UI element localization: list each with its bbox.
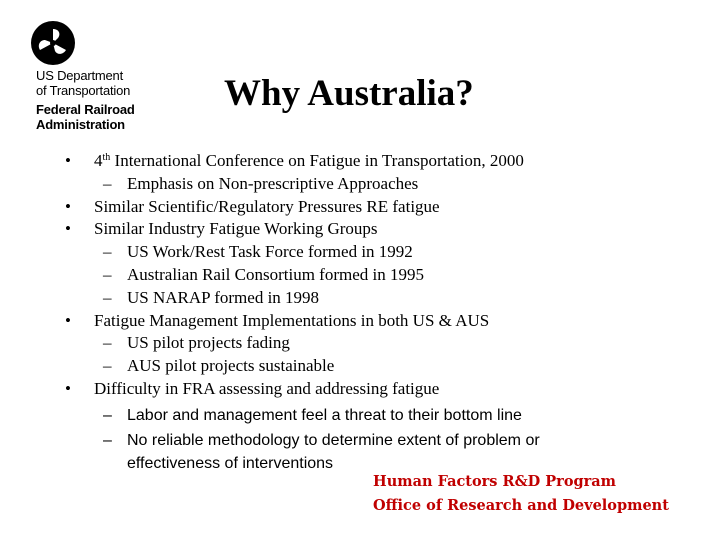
bullet-text: Similar Industry Fatigue Working Groups — [94, 219, 378, 239]
bullet-item-4 — [0, 310, 720, 333]
dash-icon: – — [103, 431, 112, 449]
dash-icon: – — [103, 406, 112, 424]
dot-triskelion-icon — [30, 20, 76, 66]
sub-item-text: US Work/Rest Task Force formed in 1992 — [127, 242, 413, 262]
bullet-item-5 — [0, 378, 720, 401]
bullet-item-3 — [0, 218, 720, 241]
dot-logo — [30, 20, 180, 132]
dash-icon: – — [103, 173, 112, 193]
bullet-icon: • — [65, 310, 71, 330]
dash-icon: – — [103, 264, 112, 284]
bullet-icon: • — [65, 196, 71, 216]
sub-item — [0, 403, 720, 428]
logo-line-1: US Department — [36, 68, 123, 83]
sub-item-text: Australian Rail Consortium formed in 1995 — [127, 264, 424, 284]
sub-item-text: US pilot projects fading — [127, 333, 290, 353]
sub-item — [0, 241, 720, 264]
footer-line-1: Human Factors R&D Program — [373, 473, 617, 490]
sub-item-text: Labor and management feel a threat to their bottom line — [127, 406, 522, 424]
bullet-item-2 — [0, 196, 720, 219]
logo-line-3: Federal Railroad — [36, 102, 135, 117]
logo-line-4: Administration — [36, 117, 125, 132]
bullet-icon: • — [65, 219, 71, 239]
dash-icon: – — [103, 242, 112, 262]
bullet-text: Difficulty in FRA assessing and addressing fatigue — [94, 378, 440, 398]
sub-item — [0, 287, 720, 310]
program-footer — [373, 470, 669, 518]
sub-item — [0, 173, 720, 196]
footer-line-2: Office of Research and Development — [373, 497, 669, 514]
bullet-list — [0, 150, 720, 475]
sub-item-text: Emphasis on Non-prescriptive Approaches — [127, 173, 419, 193]
bullet-item-1 — [0, 150, 720, 173]
sub-item-text: US NARAP formed in 1998 — [127, 287, 320, 307]
sub-item — [0, 355, 720, 378]
sub-item — [0, 264, 720, 287]
sub-item-text: AUS pilot projects sustainable — [127, 356, 335, 376]
logo-line-2: of Transportation — [36, 83, 131, 98]
dash-icon: – — [103, 287, 112, 307]
bullet-icon: • — [65, 151, 71, 170]
bullet-icon: • — [65, 378, 71, 398]
sub-item-text: No reliable methodology to determine extent of problem or — [127, 431, 540, 449]
bullet-text: Fatigue Management Implementations in both US & AUS — [94, 310, 490, 330]
sub-item-text: effectiveness of interventions — [127, 454, 334, 472]
bullet-text: 4th International Conference on Fatigue in Transportation, 2000 — [94, 151, 524, 170]
sub-item — [0, 332, 720, 355]
sub-item — [0, 428, 720, 453]
slide-title: Why Australia? — [224, 73, 474, 114]
dash-icon: – — [103, 356, 112, 376]
dash-icon: – — [103, 333, 112, 353]
bullet-text: Similar Scientific/Regulatory Pressures RE fatigue — [94, 196, 440, 216]
